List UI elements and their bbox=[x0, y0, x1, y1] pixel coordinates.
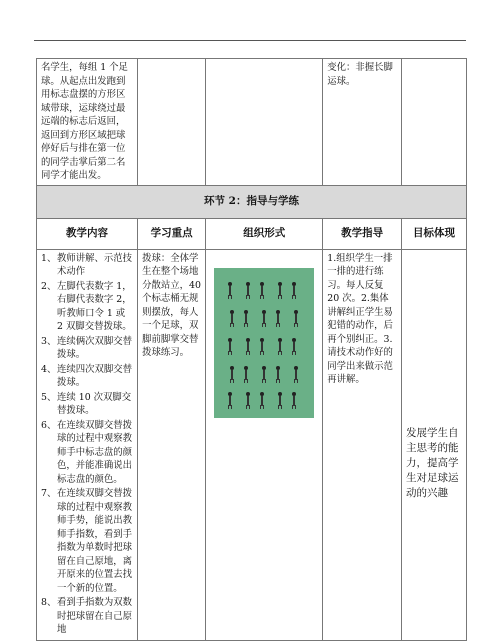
header-row bbox=[37, 218, 467, 249]
student-figure bbox=[276, 366, 280, 384]
student-figure bbox=[278, 338, 282, 356]
header-form: 组织形式 bbox=[206, 218, 323, 249]
lesson-plan-table bbox=[36, 58, 467, 641]
guidance-cell: 1.组织学生一排一排的进行练习。每人反复 20 次。2.集体讲解纠正学生易犯错的动作，后再个别纠正。3.请技术动作好的同学出来做示范再讲解。 bbox=[323, 249, 402, 640]
formation-diagram bbox=[214, 268, 314, 418]
student-figure bbox=[292, 392, 296, 410]
list-item: 2、 左脚代表数字 1，右脚代表数字 2，听教师口令 1 或 2 双脚交替拨球。 bbox=[41, 280, 132, 332]
student-figure bbox=[262, 366, 266, 384]
student-figure bbox=[292, 282, 296, 300]
list-item: 8、 看到手指数为双数时把球留在自己原地 bbox=[41, 597, 133, 635]
header-focus: 学习重点 bbox=[138, 218, 206, 249]
student-figure bbox=[294, 310, 298, 328]
content-list bbox=[41, 252, 133, 637]
list-item: 3、 连续俩次双脚交替拨球。 bbox=[41, 335, 133, 360]
header-content: 教学内容 bbox=[37, 218, 138, 249]
student-figure bbox=[262, 310, 266, 328]
student-figure bbox=[228, 338, 232, 356]
student-figure bbox=[246, 338, 250, 356]
student-figure bbox=[228, 282, 232, 300]
list-item: 5、 连续 10 次双脚交替拨球。 bbox=[41, 391, 132, 416]
student-figure bbox=[292, 338, 296, 356]
student-figure bbox=[246, 282, 250, 300]
student-figure bbox=[260, 392, 264, 410]
header-goal: 目标体现 bbox=[402, 218, 467, 249]
student-figure bbox=[230, 366, 234, 384]
list-item: 4、 连续四次双脚交替拨球。 bbox=[41, 363, 133, 388]
formation-cell bbox=[206, 249, 323, 640]
continued-form-cell bbox=[206, 59, 323, 186]
content-cell bbox=[37, 249, 138, 640]
body-row bbox=[37, 249, 467, 640]
student-figure bbox=[244, 366, 248, 384]
student-figure bbox=[278, 392, 282, 410]
student-figure bbox=[246, 392, 250, 410]
continued-content-cell: 名学生，每组 1 个足球。从起点出发跑到用标志盘摆的方形区域带球，运球绕过最远端的标志后返回，返回到方形区域把球停好后与排在第一位的同学击掌后第二名同学才能出发。 bbox=[37, 59, 138, 186]
goal-cell bbox=[402, 249, 467, 640]
list-item: 1、 教师讲解、示范技术动作 bbox=[41, 252, 133, 277]
continued-focus-cell bbox=[138, 59, 206, 186]
list-item: 7、 在连续双脚交替拨球的过程中观察教师手势，能说出教师手指数，看到手指数为单数时把球留在自己原地，离开原来的位置去找一个新的位置。 bbox=[41, 488, 133, 594]
student-figure bbox=[294, 366, 298, 384]
student-figure bbox=[260, 338, 264, 356]
continued-goal-cell bbox=[402, 59, 467, 186]
student-figure bbox=[228, 392, 232, 410]
list-item: 6、 在连续双脚交替拨球的过程中观察教师手中标志盘的颜色，并能准确说出标志盘的颜色。 bbox=[41, 419, 133, 485]
student-figure bbox=[276, 310, 280, 328]
student-figure bbox=[278, 282, 282, 300]
student-figure bbox=[260, 282, 264, 300]
student-figure bbox=[244, 310, 248, 328]
continued-guidance-cell: 变化：非握长脚运球。 bbox=[323, 59, 402, 186]
student-figure bbox=[230, 310, 234, 328]
section-title: 环节 2：指导与学练 bbox=[37, 185, 467, 218]
continued-row bbox=[37, 59, 467, 186]
header-guidance: 教学指导 bbox=[323, 218, 402, 249]
goal-text: 发展学生自主思考的能力，提高学生对足球运动的兴趣 bbox=[406, 426, 459, 499]
section-row bbox=[37, 185, 467, 218]
header-rule bbox=[34, 40, 466, 41]
focus-cell: 拨球：全体学生在整个场地分散站立，40 个标志桶无规则摆放，每人一个足球，双脚前脚掌交替拨球练习。 bbox=[138, 249, 206, 640]
